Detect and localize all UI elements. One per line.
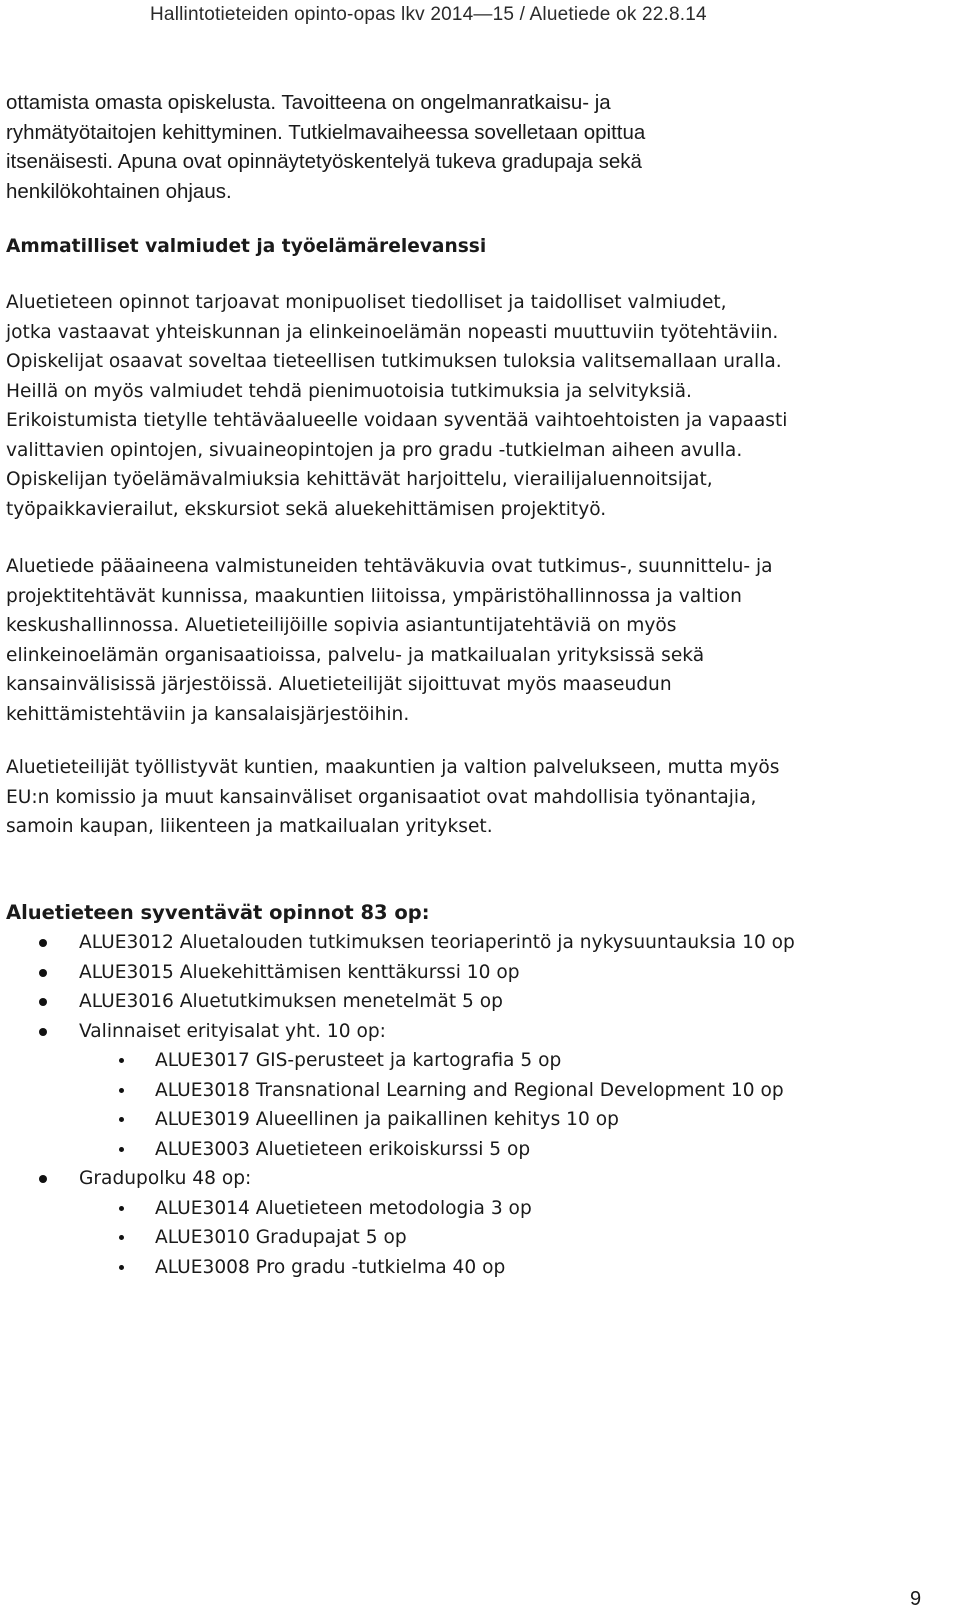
running-header: Hallintotieteiden opinto-opas lkv 2014—15 / Aluetiede ok 22.8.14 [150, 4, 707, 25]
list-item [0, 958, 950, 988]
sub-list-item: ALUE3018 Transnational Learning and Regional Development 10 op [79, 1076, 950, 1106]
course-item-text: Gradupolku 48 op: [79, 1168, 252, 1189]
text-line: elinkeinoelämän organisaatioissa, palvelu- ja matkailualan yrityksissä sekä [6, 644, 705, 666]
text-line: Aluetiede pääaineena valmistuneiden tehtäväkuvia ovat tutkimus-, suunnittelu- ja [6, 556, 773, 577]
course-item-text: Valinnaiset erityisalat yht. 10 op: [79, 1020, 386, 1042]
text-line: henkilökohtainen ohjaus. [6, 179, 232, 203]
text-line: EU:n komissio ja muut kansainväliset organisaatiot ovat mahdollisia työnantajia, [6, 786, 757, 808]
text-line: ryhmätyötaitojen kehittyminen. Tutkielmavaiheessa sovelletaan opittua [6, 120, 646, 144]
sub-list-item: ALUE3003 Aluetieteen erikoiskurssi 5 op [79, 1135, 950, 1165]
list-item [0, 928, 950, 958]
text-line: valittavien opintojen, sivuaineopintojen ja pro gradu -tutkielman aiheen avulla. [6, 439, 743, 461]
text-line: Erikoistumista tietylle tehtäväalueelle voidaan syventää vaihtoehtoisten ja vapaasti [6, 410, 788, 431]
list-item [0, 1164, 950, 1282]
text-line: työpaikkavierailut, ekskursiot sekä aluekehittämisen projektityö. [6, 498, 607, 520]
list-item [0, 987, 950, 1017]
course-item-text: ALUE3015 Aluekehittämisen kenttäkurssi 10 op [79, 961, 520, 983]
text-line: jotka vastaavat yhteiskunnan ja elinkeinoelämän nopeasti muuttuviin työtehtäviin. [6, 321, 779, 343]
page-number: 9 [910, 1588, 922, 1610]
section-heading-professional: Ammatilliset valmiudet ja työelämärelevanssi [6, 236, 487, 257]
advanced-studies-heading: Aluetieteen syventävät opinnot 83 op: [6, 901, 430, 924]
thesis-path-sub-list [79, 1194, 950, 1283]
text-line: ottamista omasta opiskelusta. Tavoitteena on ongelmanratkaisu- ja [6, 91, 611, 114]
sub-list-item: ALUE3019 Alueellinen ja paikallinen kehitys 10 op [79, 1105, 950, 1135]
text-line: Aluetieteen opinnot tarjoavat monipuoliset tiedolliset ja taidolliset valmiudet, [6, 292, 727, 313]
text-line: Opiskelijat osaavat soveltaa tieteellisen tutkimuksen tuloksia valitsemallaan uralla. [6, 351, 782, 372]
text-line: itsenäisesti. Apuna ovat opinnäytetyöskentelyä tukeva gradupaja sekä [6, 150, 642, 173]
text-line: projektitehtävät kunnissa, maakuntien liitoissa, ympäristöhallinnossa ja valtion [6, 585, 742, 607]
text-line: Opiskelijan työelämävalmiuksia kehittävät harjoittelu, vierailijaluennoitsijat, [6, 469, 713, 490]
paragraph-skills [6, 288, 787, 524]
text-line: kansainvälisissä järjestöissä. Aluetieteilijät sijoittuvat myös maaseudun [6, 674, 672, 695]
text-line: samoin kaupan, liikenteen ja matkailualan yritykset. [6, 816, 493, 837]
elective-sub-list [79, 1046, 950, 1164]
text-line: Heillä on myös valmiudet tehdä pienimuotoisia tutkimuksia ja selvityksiä. [6, 380, 692, 402]
sub-list-item: ALUE3010 Gradupajat 5 op [79, 1223, 950, 1253]
course-list [0, 928, 950, 1282]
text-line: Aluetieteilijät työllistyvät kuntien, maakuntien ja valtion palvelukseen, mutta myös [6, 757, 780, 778]
sub-list-item: ALUE3014 Aluetieteen metodologia 3 op [79, 1194, 950, 1224]
paragraph-job-profiles [6, 552, 773, 729]
intro-paragraph [6, 88, 906, 206]
course-item-text: ALUE3012 Aluetalouden tutkimuksen teoriaperintö ja nykysuuntauksia 10 op [79, 932, 795, 953]
text-line: keskushallinnossa. Aluetieteilijöille sopivia asiantuntijatehtäviä on myös [6, 615, 677, 636]
sub-list-item: ALUE3008 Pro gradu -tutkielma 40 op [79, 1253, 950, 1283]
sub-list-item: ALUE3017 GIS-perusteet ja kartografia 5 op [79, 1046, 950, 1076]
course-item-text: ALUE3016 Aluetutkimuksen menetelmät 5 op [79, 991, 503, 1012]
text-line: kehittämistehtäviin ja kansalaisjärjestöihin. [6, 703, 410, 725]
list-item [0, 1017, 950, 1165]
paragraph-employers [6, 753, 779, 842]
